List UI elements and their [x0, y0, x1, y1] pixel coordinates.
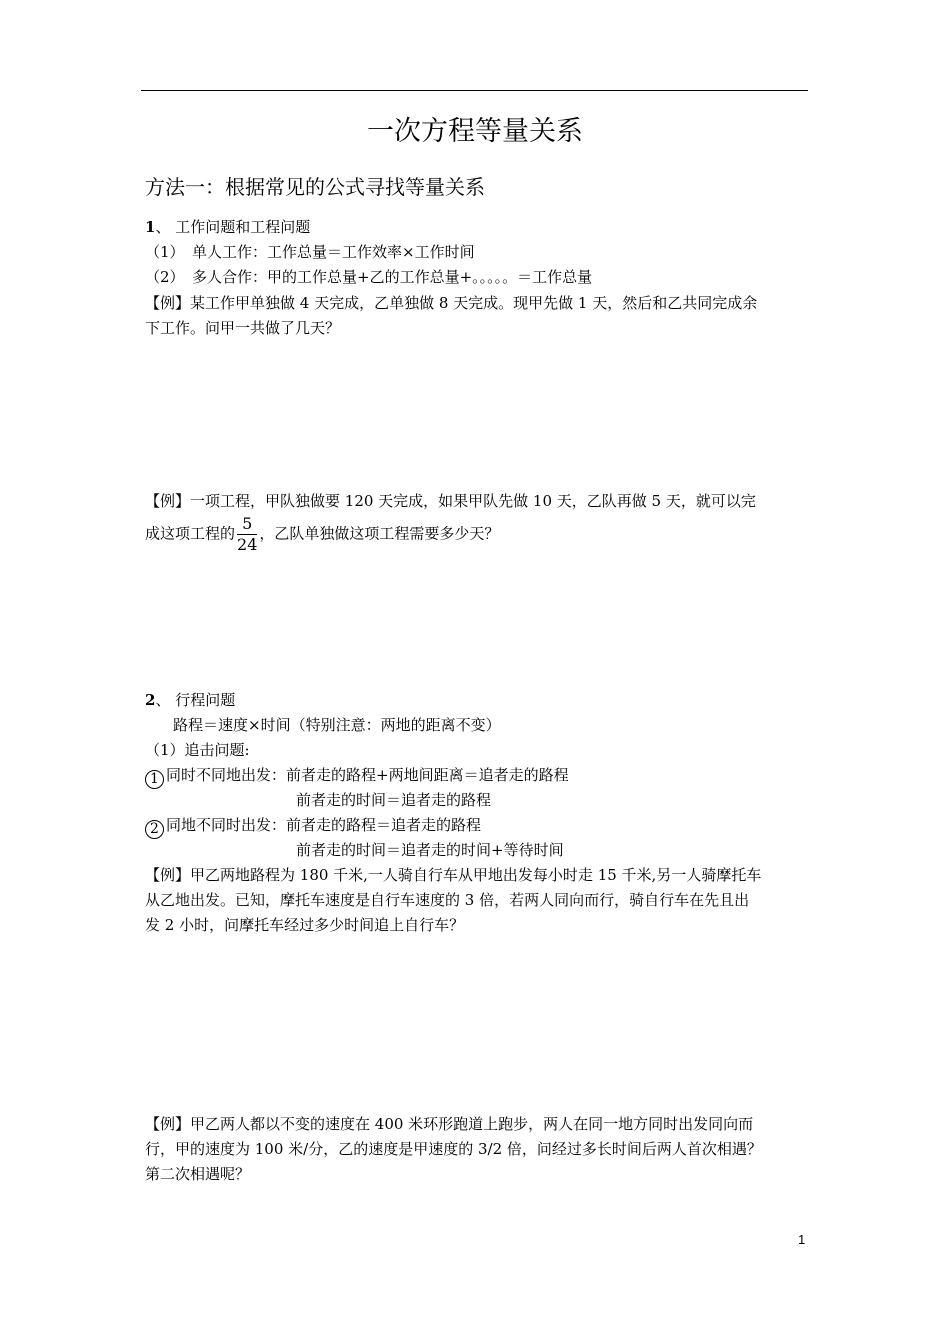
example-4-line-3: 第二次相遇呢？ — [145, 1165, 251, 1183]
formula-multi-work: （2） 多人合作：甲的工作总量+乙的工作总量+。。。。。＝工作总量 — [145, 268, 593, 286]
circled-number: 1 — [145, 770, 164, 789]
fraction-denominator: 24 — [237, 535, 258, 554]
section-2-heading — [145, 688, 235, 713]
example-2-text-pre: 成这项工程的 — [145, 524, 236, 543]
example-3-line-1: 【例】甲乙两地路程为 180 千米,一人骑自行车从甲地出发每小时走 15 千米,另一人骑摩托车 — [145, 866, 762, 884]
example-4-line-2: 行，甲的速度为 100 米/分，乙的速度是甲速度的 3/2 倍，问经过多长时间后两人首次相遇？ — [145, 1140, 762, 1158]
page-number: 1 — [798, 1232, 806, 1247]
section-title: 、 行程问题 — [155, 691, 236, 709]
example-2-line-2 — [145, 514, 499, 555]
subsection-pursuit: （1）追击问题: — [145, 741, 250, 759]
example-3-line-3: 发 2 小时，问摩托车经过多少时间追上自行车？ — [145, 916, 465, 934]
case-1-line-2: 前者走的时间＝追者走的路程 — [296, 791, 492, 809]
formula-single-work: （1） 单人工作：工作总量＝工作效率×工作时间 — [145, 243, 475, 261]
case-1 — [145, 763, 569, 789]
fraction-numerator: 5 — [237, 514, 257, 535]
case-2 — [145, 813, 481, 839]
example-4-line-1: 【例】甲乙两人都以不变的速度在 400 米环形跑道上跑步，两人在同一地方同时出发同向而 — [145, 1115, 754, 1133]
section-1-heading — [145, 215, 310, 240]
fraction — [237, 514, 257, 555]
section-number: 1 — [145, 218, 156, 236]
example-2-line-1: 【例】一项工程，甲队独做要 120 天完成，如果甲队先做 10 天，乙队再做 5 天，就可以完 — [145, 492, 756, 510]
example-3-line-2: 从乙地出发。已知，摩托车速度是自行车速度的 3 倍，若两人同向而行，骑自行车在先且出 — [145, 891, 750, 909]
distance-formula: 路程＝速度×时间（特别注意：两地的距离不变） — [173, 716, 501, 734]
section-title: 、 工作问题和工程问题 — [155, 218, 311, 236]
section-number: 2 — [145, 691, 156, 709]
header-rule — [141, 90, 808, 91]
case-2-line-2: 前者走的时间＝追者走的时间+等待时间 — [296, 841, 564, 859]
example-2-text-post: ，乙队单独做这项工程需要多少天？ — [259, 524, 500, 543]
circled-number: 2 — [145, 820, 164, 839]
example-1-line-2: 下工作。问甲一共做了几天？ — [145, 319, 341, 337]
case-2-text: 同地不同时出发：前者走的路程＝追者走的路程 — [166, 816, 482, 834]
example-1-line-1: 【例】某工作甲单独做 4 天完成，乙单独做 8 天完成。现甲先做 1 天，然后和乙共同完成余 — [145, 294, 758, 312]
case-1-text: 同时不同地出发：前者走的路程+两地间距离＝追者走的路程 — [166, 766, 569, 784]
method-heading: 方法一：根据常见的公式寻找等量关系 — [145, 175, 485, 199]
page-title: 一次方程等量关系 — [367, 116, 583, 147]
